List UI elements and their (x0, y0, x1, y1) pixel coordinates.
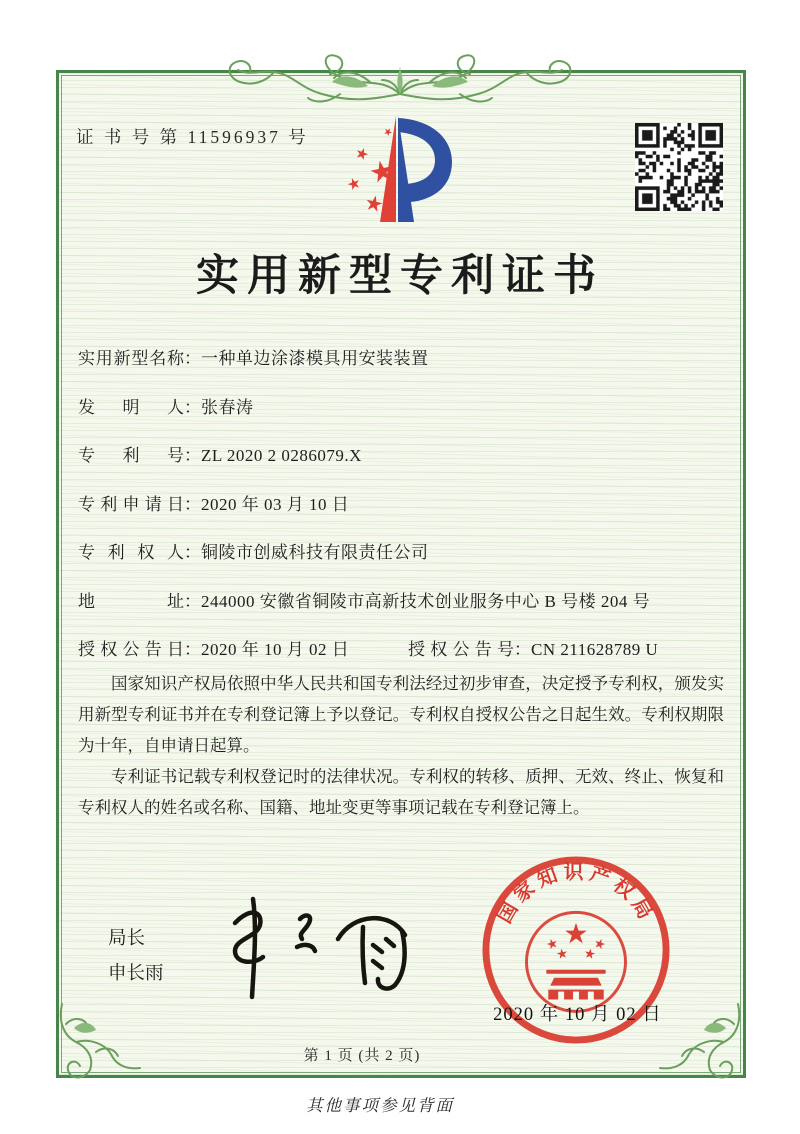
field-label: 授权公告日 (78, 640, 184, 659)
cnipa-logo-icon (338, 110, 460, 228)
seal-org-text: 国家知识产权局 (493, 861, 659, 928)
field-label: 实用新型名称 (78, 349, 184, 368)
certificate-title: 实用新型专利证书 (196, 253, 604, 300)
corner-ornament-left (52, 1002, 144, 1082)
field-row-inventor: 发明人：张春涛 (78, 393, 738, 442)
field-value: 一种单边涂漆模具用安装装置 (201, 349, 429, 368)
field-row-patentee: 专利权人：铜陵市创威科技有限责任公司 (78, 538, 738, 587)
field-label: 专利号 (78, 446, 184, 465)
certificate-number: 证 书 号 第 11596937 号 (76, 127, 309, 147)
field-value: ZL 2020 2 0286079.X (201, 446, 362, 465)
field-value: 铜陵市创威科技有限责任公司 (201, 543, 429, 562)
field-label: 专利申请日 (78, 494, 184, 514)
top-ornament-flourish (218, 36, 582, 112)
grant-number-pair: 授权公告号：CN 211628789 U (408, 635, 658, 660)
field-value: 2020 年 10 月 02 日 (201, 640, 350, 659)
field-row-grant: 授权公告日：2020 年 10 月 02 日 授权公告号：CN 211628789 U (78, 635, 738, 684)
svg-text:国家知识产权局 (494, 861, 659, 928)
commissioner-title: 局长 (108, 927, 146, 948)
field-row-address: 地址：244000 安徽省铜陵市高新技术创业服务中心 B 号楼 204 号 (78, 587, 738, 636)
field-value: 244000 安徽省铜陵市高新技术创业服务中心 B 号楼 204 号 (201, 591, 651, 611)
legal-paragraph-2: 专利证书记载专利权登记时的法律状况。专利权的转移、质押、无效、终止、恢复和专利权人的姓名或名称、国籍、地址变更等事项记载在专利登记簿上。 (78, 767, 724, 817)
seal-date: 2020 年 10 月 02 日 (493, 1005, 662, 1025)
page-number: 第 1 页 (共 2 页) (303, 1048, 421, 1064)
commissioner-name: 申长雨 (108, 962, 164, 983)
qr-code-icon (635, 123, 723, 211)
field-value: 2020 年 03 月 10 日 (201, 494, 350, 514)
signature-icon (205, 893, 425, 1005)
legal-paragraph-1: 国家知识产权局依照中华人民共和国专利法经过初步审查，决定授予专利权，颁发实用新型专利证书并在专利登记簿上予以登记。专利权自授权公告之日起生效。专利权期限为十年，自申请日起算。 (78, 674, 724, 755)
legal-text (78, 668, 724, 823)
commissioner-block (108, 920, 164, 990)
field-label: 发明人 (78, 397, 184, 417)
field-row-patent-no: 专利号：ZL 2020 2 0286079.X (78, 441, 738, 490)
field-list (78, 344, 738, 684)
field-row-filing-date: 专利申请日：2020 年 03 月 10 日 (78, 490, 738, 539)
field-label: 地址 (78, 591, 184, 611)
field-label: 专利权人 (78, 543, 184, 562)
field-label: 授权公告号 (408, 640, 514, 659)
field-row-name: 实用新型名称：一种单边涂漆模具用安装装置 (78, 344, 738, 393)
field-value: 张春涛 (201, 397, 254, 417)
field-value: CN 211628789 U (531, 640, 659, 659)
back-side-note: 其他事项参见背面 (306, 1096, 454, 1115)
